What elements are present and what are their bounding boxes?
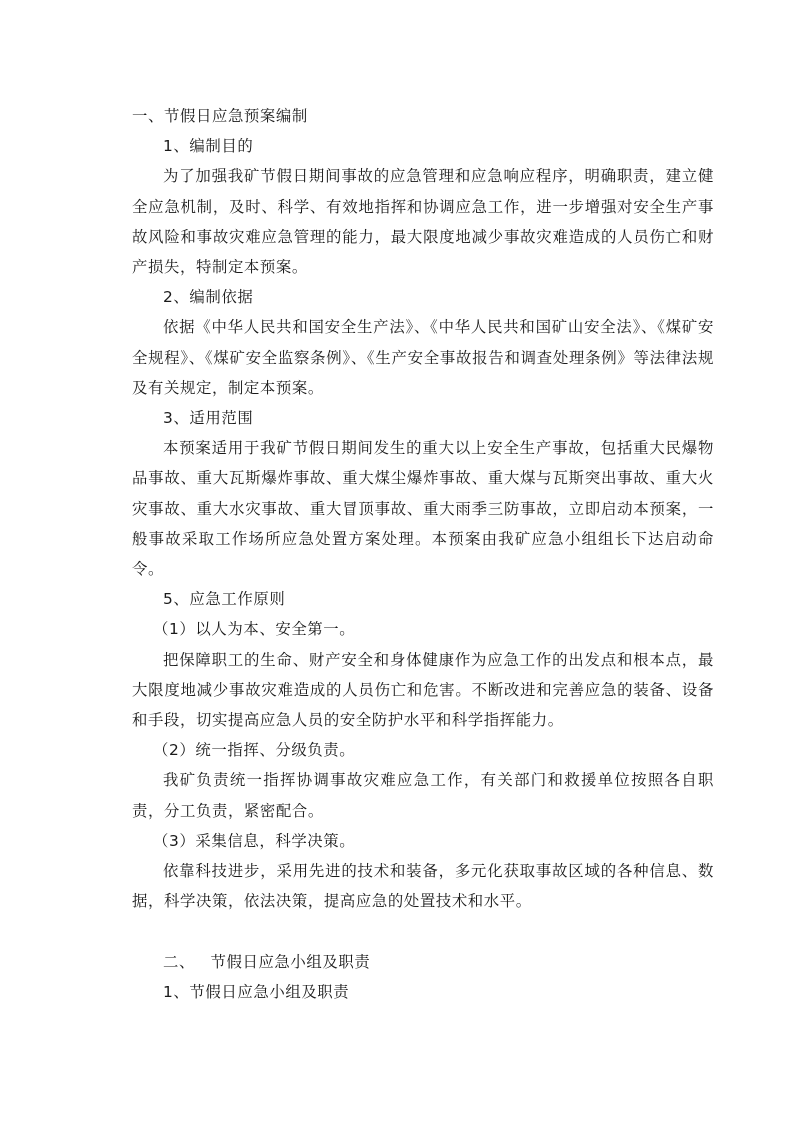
principle-2-title: （2）统一指挥、分级负责。 [153, 741, 356, 760]
purpose-paragraph: 为了加强我矿节假日期间事故的应急管理和应急响应程序，明确职责，建立健全应急机制，及时、科学、有效地指挥和协调应急工作，进一步增强对安全生产事故风险和事故灾难应急管理的能力，最大限度地减少事故灾难造成的人员伤亡和财产损失，特制定本预案。 [132, 167, 714, 277]
basis-paragraph: 依据《中华人民共和国安全生产法》、《中华人民共和国矿山安全法》、《煤矿安全规程》、《煤矿安全监察条例》、《生产安全事故报告和调查处理条例》等法律法规及有关规定，制定本预案。 [132, 318, 714, 397]
blank-line [132, 916, 714, 946]
subsection-scope-heading: 3、适用范围 [163, 409, 254, 428]
section-1-heading: 一、节假日应急预案编制 [132, 107, 308, 125]
subsection-team-heading: 1、节假日应急小组及职责 [163, 982, 350, 1001]
scope-paragraph: 本预案适用于我矿节假日期间发生的重大以上安全生产事故，包括重大民爆物品事故、重大瓦斯爆炸事故、重大煤尘爆炸事故、重大煤与瓦斯突出事故、重大火灾事故、重大水灾事故、重大冒顶事故、重大雨季三防事故，立即启动本预案，一般事故采取工作场所应急处置方案处理。本预案由我矿应急小组组长下达启动命令。 [132, 439, 714, 579]
principle-3-title: （3）采集信息，科学决策。 [153, 831, 356, 850]
document-page [132, 101, 714, 1007]
principle-3-body: 依靠科技进步，采用先进的技术和装备，多元化获取事故区域的各种信息、数据，科学决策，依法决策，提高应急的处置技术和水平。 [132, 862, 714, 911]
principle-1-title: （1）以人为本、安全第一。 [153, 620, 356, 639]
subsection-principles-heading: 5、应急工作原则 [163, 590, 286, 609]
subsection-basis-heading: 2、编制依据 [163, 288, 254, 307]
section-2-heading: 二、 节假日应急小组及职责 [163, 952, 371, 971]
principle-2-body: 我矿负责统一指挥协调事故灾难应急工作，有关部门和救援单位按照各自职责，分工负责，紧密配合。 [132, 771, 714, 820]
principle-1-body: 把保障职工的生命、财产安全和身体健康作为应急工作的出发点和根本点，最大限度地减少事故灾难造成的人员伤亡和危害。不断改进和完善应急的装备、设备和手段，切实提高应急人员的安全防护水平和科学指挥能力。 [132, 650, 714, 730]
subsection-purpose-heading: 1、编制目的 [163, 137, 254, 156]
